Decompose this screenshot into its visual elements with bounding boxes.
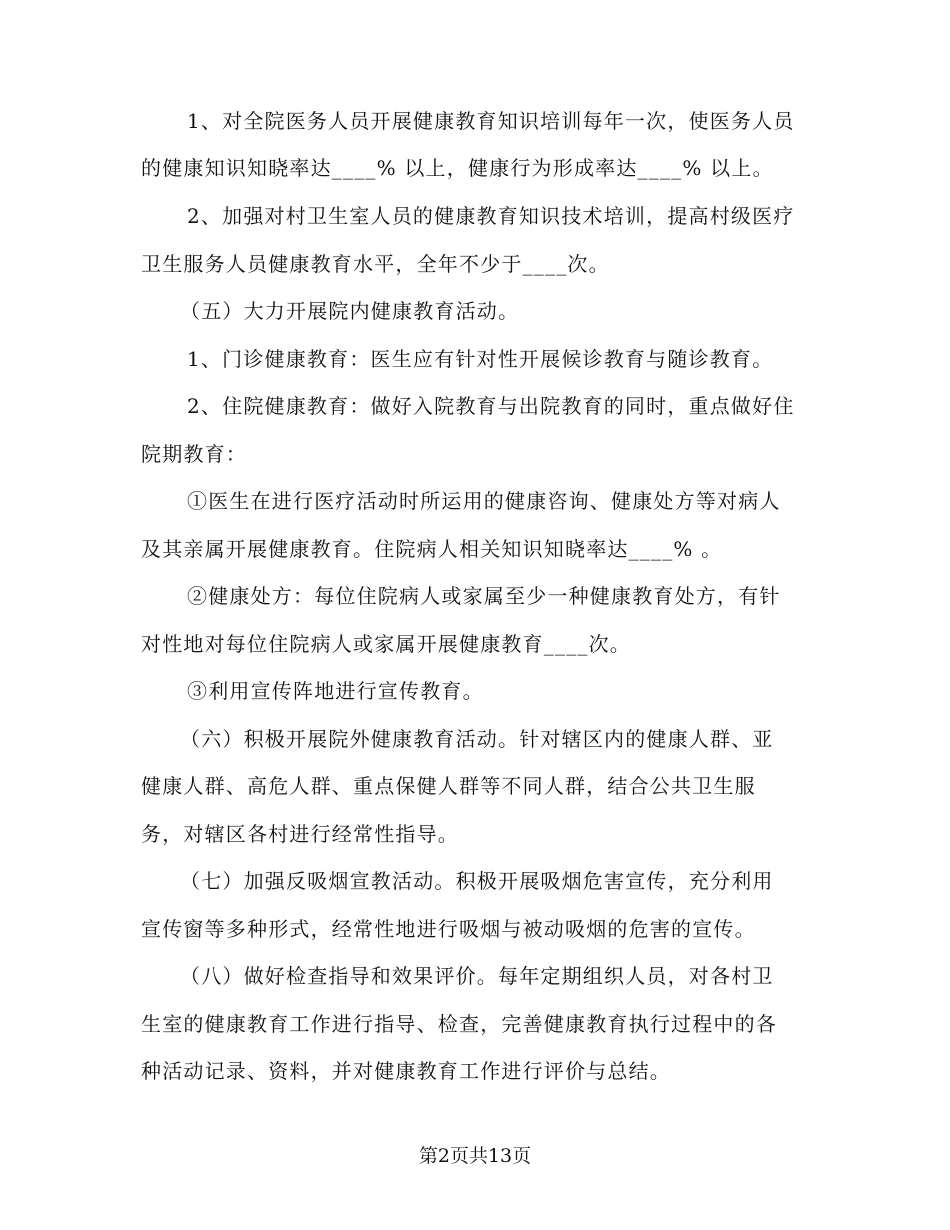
paragraph-line: 及其亲属开展健康教育。住院病人相关知识知晓率达____% 。 (141, 537, 723, 561)
paragraph-line: 对性地对每位住院病人或家属开展健康教育____次。 (141, 632, 631, 656)
paragraph-line: 2、住院健康教育：做好入院教育与出院教育的同时，重点做好住 (187, 394, 795, 418)
paragraph-line: 院期教育： (141, 442, 247, 466)
paragraph-line: 务，对辖区各村进行经常性指导。 (141, 822, 459, 846)
paragraph-line: 1、门诊健康教育：医生应有针对性开展候诊教育与随诊教育。 (187, 347, 774, 371)
paragraph-line: 种活动记录、资料，并对健康教育工作进行评价与总结。 (141, 1059, 671, 1083)
section-heading: （八）做好检查指导和效果评价。每年定期组织人员，对各村卫 (180, 964, 774, 988)
paragraph-line: 生室的健康教育工作进行指导、检查，完善健康教育执行过程中的各 (141, 1012, 777, 1036)
paragraph-line: ③利用宣传阵地进行宣传教育。 (187, 679, 484, 703)
section-heading: （七）加强反吸烟宣教活动。积极开展吸烟危害宣传，充分利用 (180, 869, 774, 893)
paragraph-line: 宣传窗等多种形式，经常性地进行吸烟与被动吸烟的危害的宣传。 (141, 917, 756, 941)
page-footer: 第2页共13页 (418, 1145, 532, 1167)
section-heading: （六）积极开展院外健康教育活动。针对辖区内的健康人群、亚 (180, 727, 774, 751)
paragraph-line: 健康人群、高危人群、重点保健人群等不同人群，结合公共卫生服 (141, 774, 756, 798)
paragraph-line: 2、加强对村卫生室人员的健康教育知识技术培训，提高村级医疗 (187, 204, 795, 228)
paragraph-line: ①医生在进行医疗活动时所运用的健康咨询、健康处方等对病人 (187, 489, 781, 513)
section-heading: （五）大力开展院内健康教育活动。 (180, 299, 520, 323)
paragraph-line: 卫生服务人员健康教育水平，全年不少于____次。 (141, 252, 610, 276)
paragraph-line: ②健康处方：每位住院病人或家属至少一种健康教育处方，有针 (187, 584, 781, 608)
paragraph-line: 的健康知识知晓率达____% 以上，健康行为形成率达____% 以上。 (141, 156, 774, 180)
paragraph-line: 1、对全院医务人员开展健康教育知识培训每年一次，使医务人员 (187, 109, 795, 133)
